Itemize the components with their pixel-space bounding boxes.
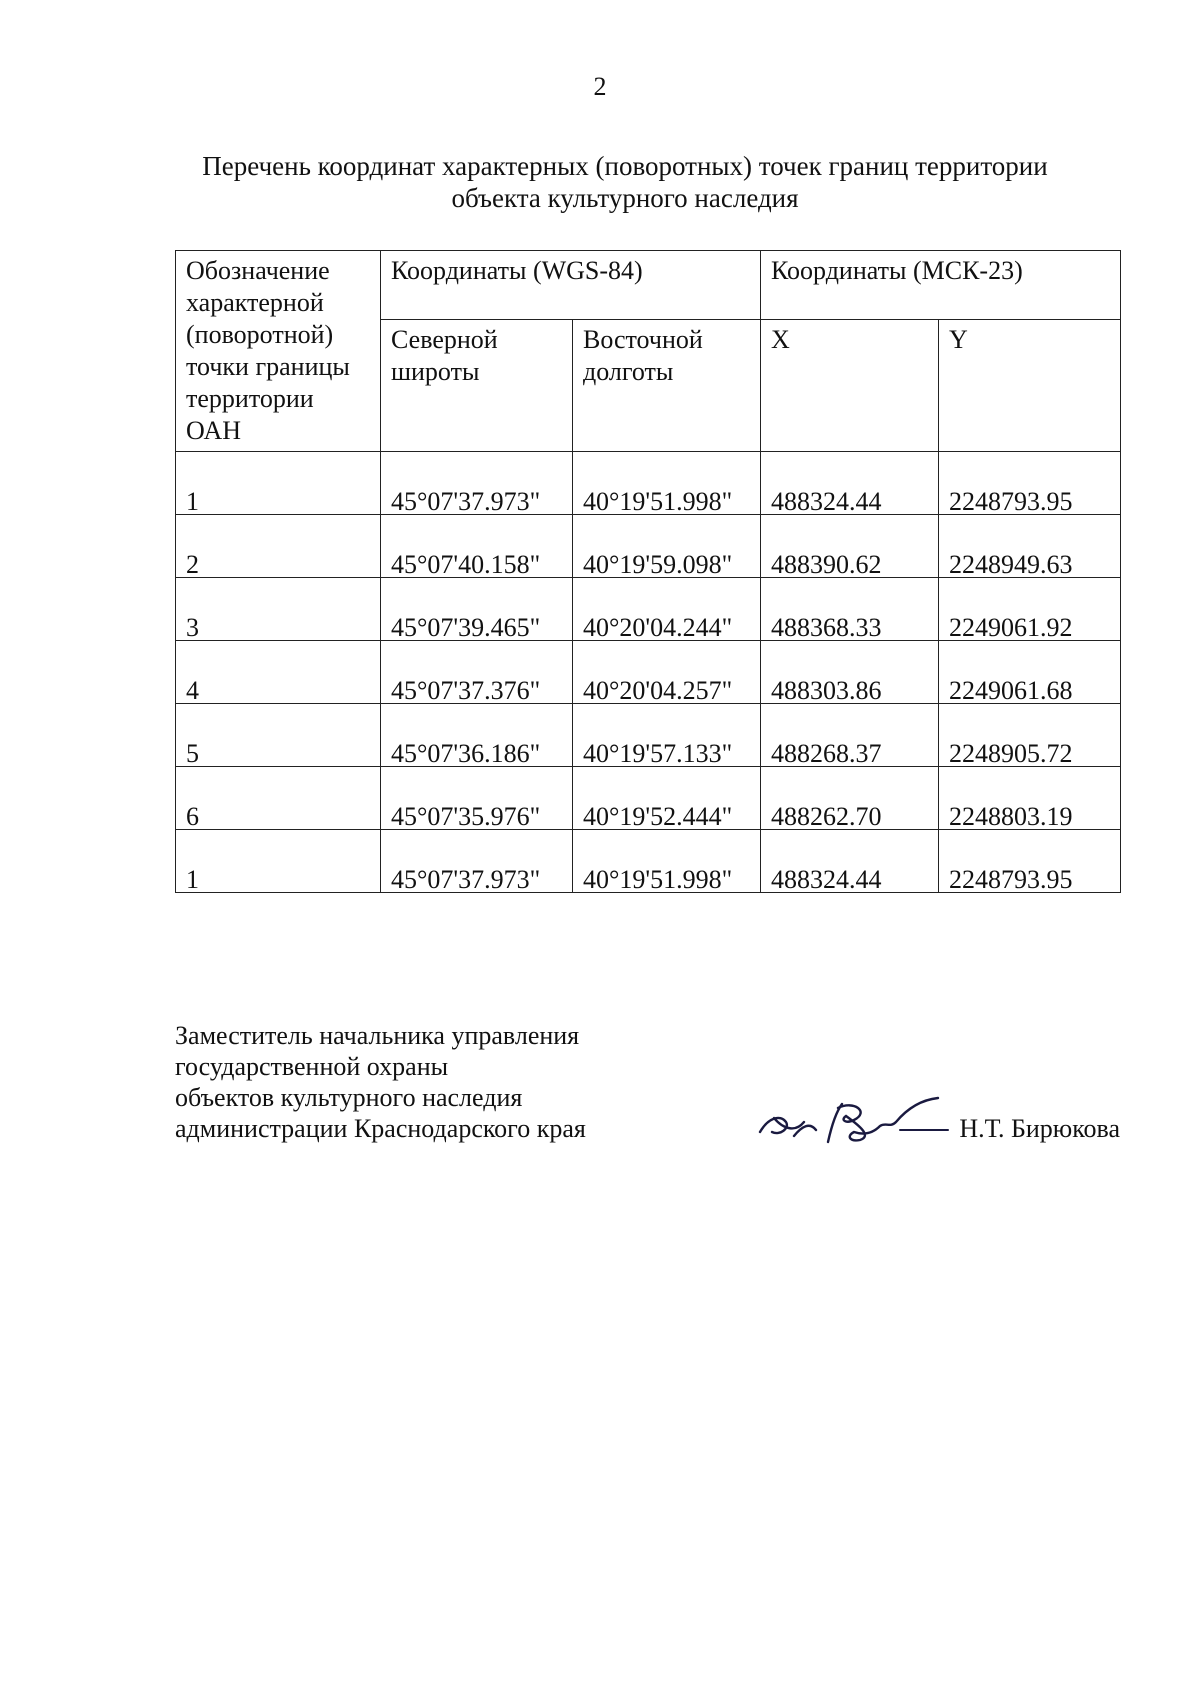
cell-x: 488262.70 bbox=[761, 767, 939, 830]
table-row bbox=[176, 515, 1121, 578]
cell-y: 2248905.72 bbox=[939, 704, 1121, 767]
cell-point: 5 bbox=[176, 704, 381, 767]
table-row bbox=[176, 578, 1121, 641]
document-title bbox=[150, 150, 1100, 214]
cell-y: 2249061.68 bbox=[939, 641, 1121, 704]
cell-longitude: 40°19'57.133" bbox=[573, 704, 761, 767]
cell-point: 2 bbox=[176, 515, 381, 578]
cell-longitude: 40°20'04.244" bbox=[573, 578, 761, 641]
cell-y: 2249061.92 bbox=[939, 578, 1121, 641]
cell-latitude: 45°07'40.158" bbox=[381, 515, 573, 578]
cell-x: 488324.44 bbox=[761, 452, 939, 515]
page-number: 2 bbox=[593, 72, 607, 101]
cell-x: 488303.86 bbox=[761, 641, 939, 704]
cell-latitude: 45°07'37.973" bbox=[381, 830, 573, 893]
cell-y: 2248793.95 bbox=[939, 830, 1121, 893]
header-x: X bbox=[761, 320, 939, 452]
position-line: объектов культурного наследия bbox=[175, 1083, 523, 1112]
cell-y: 2248793.95 bbox=[939, 452, 1121, 515]
position-line: Заместитель начальника управления bbox=[175, 1021, 580, 1050]
header-msk23: Координаты (МСК-23) bbox=[761, 251, 1121, 320]
cell-longitude: 40°19'59.098" bbox=[573, 515, 761, 578]
cell-latitude: 45°07'37.376" bbox=[381, 641, 573, 704]
cell-latitude: 45°07'37.973" bbox=[381, 452, 573, 515]
cell-x: 488324.44 bbox=[761, 830, 939, 893]
cell-longitude: 40°19'52.444" bbox=[573, 767, 761, 830]
cell-x: 488268.37 bbox=[761, 704, 939, 767]
cell-point: 1 bbox=[176, 830, 381, 893]
cell-latitude: 45°07'35.976" bbox=[381, 767, 573, 830]
header-longitude: Восточной долготы bbox=[573, 320, 761, 452]
signer-name: Н.Т. Бирюкова bbox=[959, 1114, 1120, 1143]
cell-latitude: 45°07'39.465" bbox=[381, 578, 573, 641]
cell-x: 488368.33 bbox=[761, 578, 939, 641]
cell-x: 488390.62 bbox=[761, 515, 939, 578]
header-point-designation: Обозначение характерной (поворотной) точки границы территории ОАН bbox=[176, 251, 381, 452]
position-line: администрации Краснодарского края bbox=[175, 1114, 586, 1143]
cell-point: 1 bbox=[176, 452, 381, 515]
cell-longitude: 40°19'51.998" bbox=[573, 452, 761, 515]
header-y: Y bbox=[939, 320, 1121, 452]
title-line-2: объекта культурного наследия bbox=[451, 183, 799, 213]
header-wgs84: Координаты (WGS-84) bbox=[381, 251, 761, 320]
coordinates-table bbox=[175, 250, 1121, 893]
table-row bbox=[176, 767, 1121, 830]
cell-point: 3 bbox=[176, 578, 381, 641]
cell-longitude: 40°19'51.998" bbox=[573, 830, 761, 893]
cell-longitude: 40°20'04.257" bbox=[573, 641, 761, 704]
table-row bbox=[176, 641, 1121, 704]
title-line-1: Перечень координат характерных (поворотных) точек границ территории bbox=[202, 151, 1048, 181]
position-line: государственной охраны bbox=[175, 1052, 449, 1081]
table-row bbox=[176, 704, 1121, 767]
cell-latitude: 45°07'36.186" bbox=[381, 704, 573, 767]
table-row bbox=[176, 452, 1121, 515]
signature-block bbox=[175, 1020, 1120, 1150]
cell-y: 2248949.63 bbox=[939, 515, 1121, 578]
table-row bbox=[176, 830, 1121, 893]
signer-position bbox=[175, 1020, 586, 1144]
cell-point: 4 bbox=[176, 641, 381, 704]
cell-point: 6 bbox=[176, 767, 381, 830]
cell-y: 2248803.19 bbox=[939, 767, 1121, 830]
handwritten-signature bbox=[750, 1070, 950, 1150]
header-latitude: Северной широты bbox=[381, 320, 573, 452]
